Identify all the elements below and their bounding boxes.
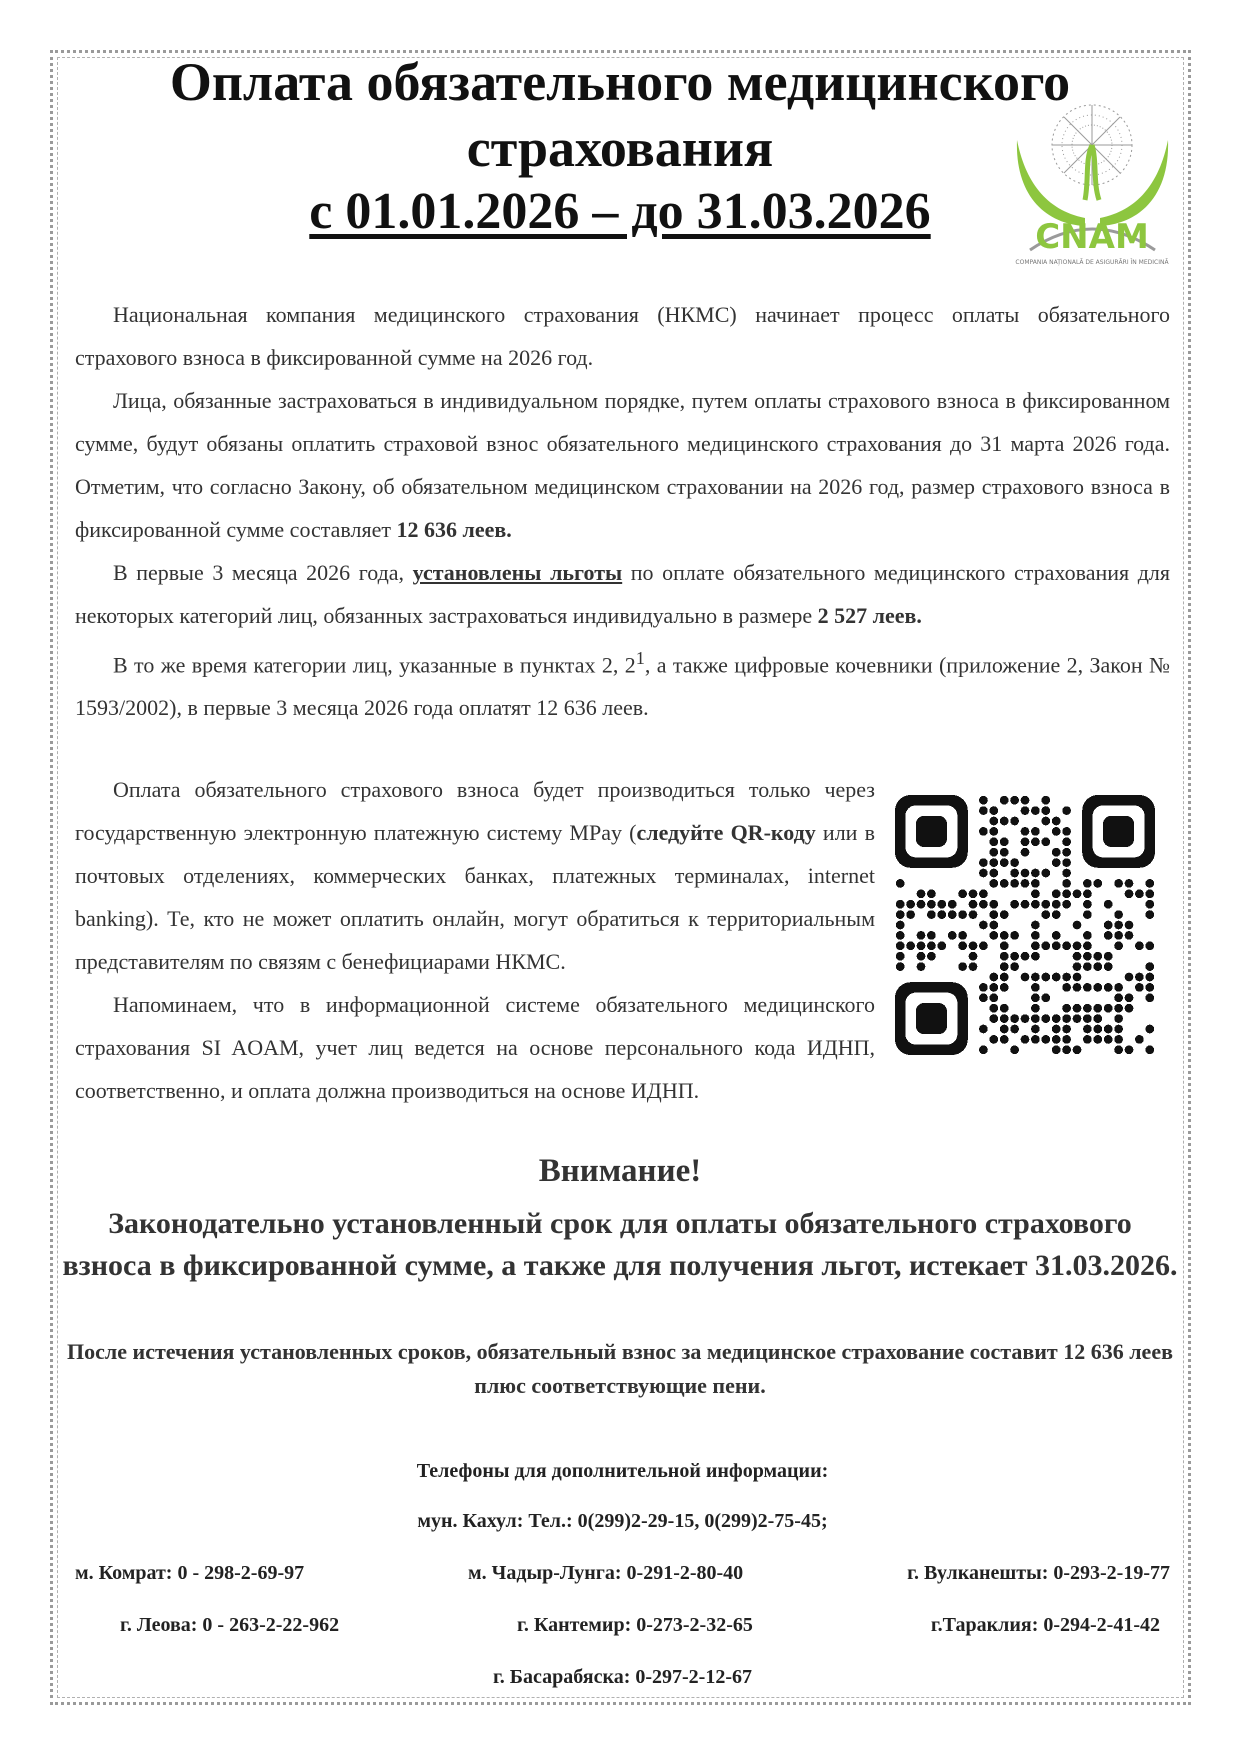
paragraph-categories: В то же время категории лиц, указанные в пунктах 2, $2^1$, а также цифровые кочевники (приложение 2, Закон № 1593/2002), в первые 3 месяца 2026 года оплатят 12 636 леев. <box>75 648 1170 721</box>
contact-basarabeasca: г. Басарабяска: 0-297-2-12-67 <box>492 1666 752 1688</box>
contact-vulcanesti: г. Вулканешты: 0-293-2-19-77 <box>907 1562 1170 1584</box>
contact-cahul: мун. Кахул: Тел.: 0(299)2-29-15, 0(299)2-75-45; <box>417 1510 828 1532</box>
contact-leova: г. Леова: 0 - 263-2-22-962 <box>120 1614 340 1636</box>
fixed-amount: 12 636 <box>396 517 457 542</box>
attention-heading: Внимание! <box>538 1153 702 1189</box>
paragraph-idnp: Напоминаем, что в информационной системе обязательного медицинского страхования SI AOAM, учет лиц ведется на основе персонального кода ИДНП, соответственно, и оплата должна производиться на основе ИДНП. <box>75 992 875 1103</box>
paragraph-obligation: Лица, обязанные застраховаться в индивидуальном порядке, путем оплаты страхового взноса в фиксированном сумме, будут обязаны оплатить страховой взнос обязательного медицинского страхования до 31 марта 2026 года. Отметим, что согласно Закону, об обязательном медицинском страховании на 2026 год, размер страхового взноса в фиксированной сумме составляет 12 636 леев. <box>75 388 1170 542</box>
contact-cantemir: г. Кантемир: 0-273-2-32-65 <box>517 1614 753 1636</box>
logo-name: CNAM <box>1035 217 1149 257</box>
cnam-logo <box>1005 100 1180 280</box>
contact-comrat: м. Комрат: 0 - 298-2-69-97 <box>75 1562 305 1584</box>
contacts-row-1 <box>75 1562 1170 1585</box>
contact-ceadir-lunga: м. Чадыр-Лунга: 0-291-2-80-40 <box>468 1562 744 1584</box>
paragraph-payment: Оплата обязательного страхового взноса будет производиться только через государственную электронную платежную систему MPay (следуйте QR-коду или в почтовых отделениях, коммерческих банках, платежных терминалах, internet banking). Те, кто не может оплатить онлайн, могут обратиться к территориальным представителям по связям с бенефициарами НКМС. <box>75 777 875 974</box>
contact-taraclia: г.Тараклия: 0-294-2-41-42 <box>930 1614 1160 1636</box>
benefits-link: установлены льготы <box>412 560 623 585</box>
attention-deadline: Законодательно установленный срок для оплаты обязательного страхового взноса в фиксированной сумме, а также для получения льгот, истекает 31.03.2026. <box>62 1207 1178 1282</box>
benefit-amount: 2 527 леев. <box>817 603 922 628</box>
attention-penalty: После истечения установленных сроков, обязательный взнос за медицинское страхование составит 12 636 леев плюс соответствующие пени. <box>67 1339 1173 1398</box>
mpay-qr-code[interactable] <box>895 795 1155 1055</box>
contacts-row-2 <box>75 1614 1170 1637</box>
main-text <box>75 293 1170 729</box>
title-line-1: Оплата обязательного медицинского <box>169 52 1071 112</box>
logo-caption: COMPANIA NAȚIONALĂ DE ASIGURĂRI ÎN MEDICINĂ <box>1015 259 1169 266</box>
paragraph-benefits: В первые 3 месяца 2026 года, установлены льготы по оплате обязательного медицинского страхования для некоторых категорий лиц, обязанных застраховаться индивидуально в размере 2 527 леев. <box>75 560 1170 628</box>
contacts-heading: Телефоны для дополнительной информации: <box>416 1460 829 1482</box>
title-line-2: страхования <box>466 118 774 178</box>
payment-text <box>75 768 875 1112</box>
paragraph-intro: Национальная компания медицинского страхования (НКМС) начинает процесс оплаты обязательного страхового взноса в фиксированной сумме на 2026 год. <box>75 302 1170 370</box>
title-period: с 01.01.2026 – до 31.03.2026 <box>309 183 931 240</box>
qr-instruction: следуйте QR-коду <box>636 820 816 845</box>
